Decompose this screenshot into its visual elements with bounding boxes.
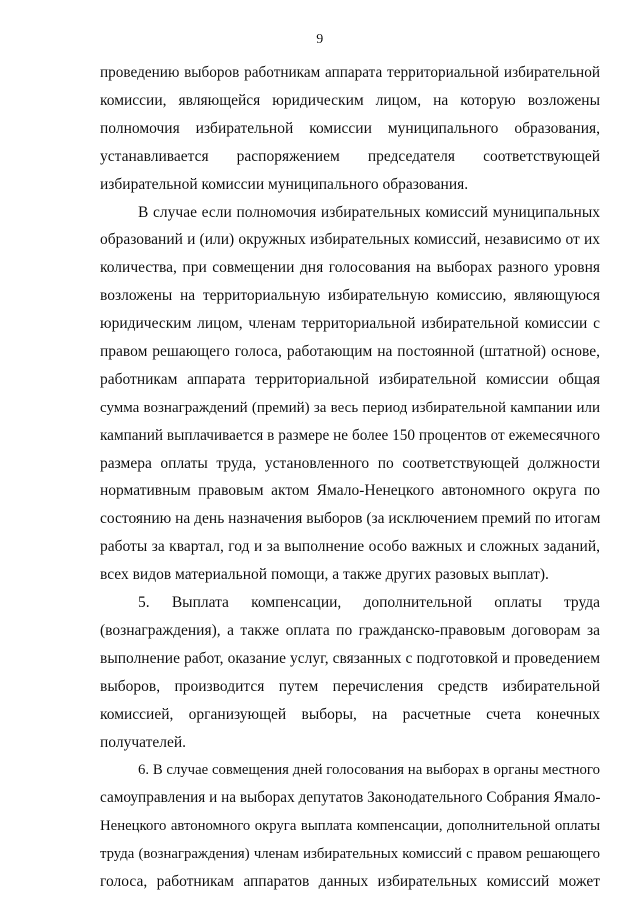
text-line: сумма вознаграждений (премий) за весь период избирательной кампании или [100, 399, 600, 416]
text-line: 6. В случае совмещения дней голосования на выборах в органы местного [138, 762, 600, 779]
text-line: Ненецкого автономного округа выплата компенсации, дополнительной оплаты [100, 818, 600, 835]
text-line: труда (вознаграждения) членам избирательных комиссий с правом решающего [100, 846, 600, 863]
text-line: возложены на территориальную избирательную комиссию, являющуюся [100, 287, 600, 305]
text-line: (вознаграждения), а также оплата по гражданско-правовым договорам за [100, 621, 600, 639]
text-line: полномочия избирательной комиссии муниципального образования, [100, 119, 600, 137]
text-line: всех видов материальной помощи, а также других разовых выплат). [100, 566, 549, 584]
text-line: работникам аппарата территориальной избирательной комиссии общая [100, 370, 600, 388]
text-line: 5. Выплата компенсации, дополнительной оплаты труда [138, 594, 600, 611]
text-line: голоса, работникам аппаратов данных избирательных комиссий может [100, 873, 600, 890]
text-line: В случае если полномочия избирательных комиссий муниципальных [138, 203, 600, 221]
text-line: комиссией, организующей выборы, на расчетные счета конечных [100, 705, 600, 723]
text-line: размера оплаты труда, установленного по соответствующей должности [100, 454, 600, 472]
text-line: комиссии, являющейся юридическим лицом, на которую возложены [100, 91, 600, 109]
text-line: работы за квартал, год и за выполнение особо важных и сложных заданий, [100, 538, 600, 556]
text-line: выборов, производится путем перечисления средств избирательной [100, 677, 600, 695]
text-line: образований и (или) окружных избирательных комиссий, независимо от их [100, 231, 600, 249]
text-line: устанавливается распоряжением председателя соответствующей [100, 147, 600, 165]
text-line: количества, при совмещении дня голосования на выборах разного уровня [100, 259, 600, 277]
text-line: избирательной комиссии муниципального образования. [100, 175, 469, 193]
text-line: состоянию на день назначения выборов (за исключением премий по итогам [100, 510, 601, 528]
page-number: 9 [316, 32, 324, 47]
text-line: проведению выборов работникам аппарата территориальной избирательной [100, 64, 600, 81]
text-line: юридическим лицом, членам территориальной избирательной комиссии с [100, 315, 600, 333]
text-line: выполнение работ, оказание услуг, связанных с подготовкой и проведением [100, 649, 600, 667]
text-line: получателей. [100, 733, 187, 751]
text-line: правом решающего голоса, работающим на постоянной (штатной) основе, [100, 343, 600, 360]
text-line: кампаний выплачивается в размере не более 150 процентов от ежемесячного [100, 426, 600, 444]
text-line: самоуправления и на выборах депутатов Законодательного Собрания Ямало- [100, 789, 601, 807]
text-line: нормативным правовым актом Ямало-Ненецкого автономного округа по [100, 482, 600, 500]
